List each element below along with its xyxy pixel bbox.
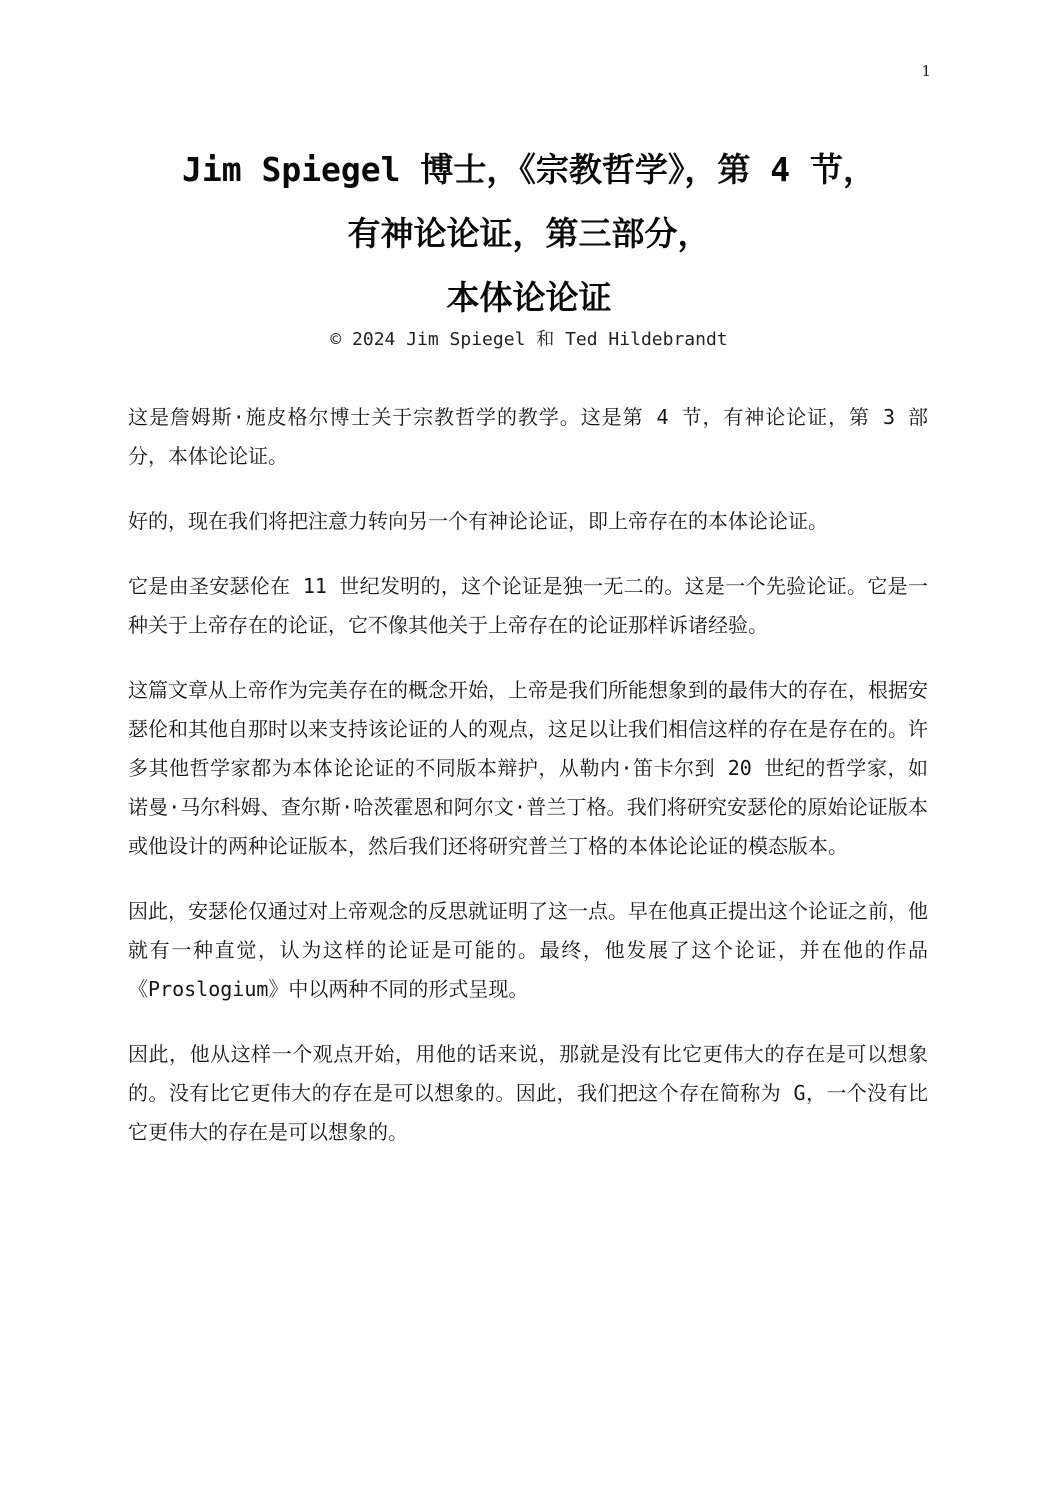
document-title xyxy=(60,138,998,330)
paragraph: 因此，安瑟伦仅通过对上帝观念的反思就证明了这一点。早在他真正提出这个论证之前，他就有一种直觉，认为这样的论证是可能的。最终，他发展了这个论证，并在他的作品《Proslogium》中以两种不同的形式呈现。 xyxy=(128,899,928,1001)
paragraph: 这是詹姆斯·施皮格尔博士关于宗教哲学的教学。这是第 4 节，有神论论证，第 3 部分，本体论论证。 xyxy=(128,405,928,468)
title-line-3: 本体论论证 xyxy=(446,278,612,317)
copyright-notice: © 2024 Jim Spiegel 和 Ted Hildebrandt xyxy=(330,329,728,350)
page-number: 1 xyxy=(921,62,931,80)
title-line-2: 有神论论证，第三部分， xyxy=(347,214,711,253)
paragraph: 它是由圣安瑟伦在 11 世纪发明的，这个论证是独一无二的。这是一个先验论证。它是一种关于上帝存在的论证，它不像其他关于上帝存在的论证那样诉诸经验。 xyxy=(128,574,928,637)
title-line-1: Jim Spiegel 博士，《宗教哲学》，第 4 节， xyxy=(181,150,876,189)
paragraph: 因此，他从这样一个观点开始，用他的话来说，那就是没有比它更伟大的存在是可以想象的。没有比它更伟大的存在是可以想象的。因此，我们把这个存在简称为 G，一个没有比它更伟大的存在是可以想象的。 xyxy=(128,1042,928,1144)
paragraph: 这篇文章从上帝作为完美存在的概念开始，上帝是我们所能想象到的最伟大的存在，根据安瑟伦和其他自那时以来支持该论证的人的观点，这足以让我们相信这样的存在是存在的。许多其他哲学家都为本体论论证的不同版本辩护，从勒内·笛卡尔到 20 世纪的哲学家，如诺曼·马尔科姆、查尔斯·哈茨霍恩和阿尔文·普兰丁格。我们将研究安瑟伦的原始论证版本或他设计的两种论证版本，然后我们还将研究普兰丁格的本体论论证的模态版本。 xyxy=(128,678,928,858)
body-text xyxy=(128,398,928,1178)
paragraph: 好的，现在我们将把注意力转向另一个有神论论证，即上帝存在的本体论论证。 xyxy=(128,509,828,533)
